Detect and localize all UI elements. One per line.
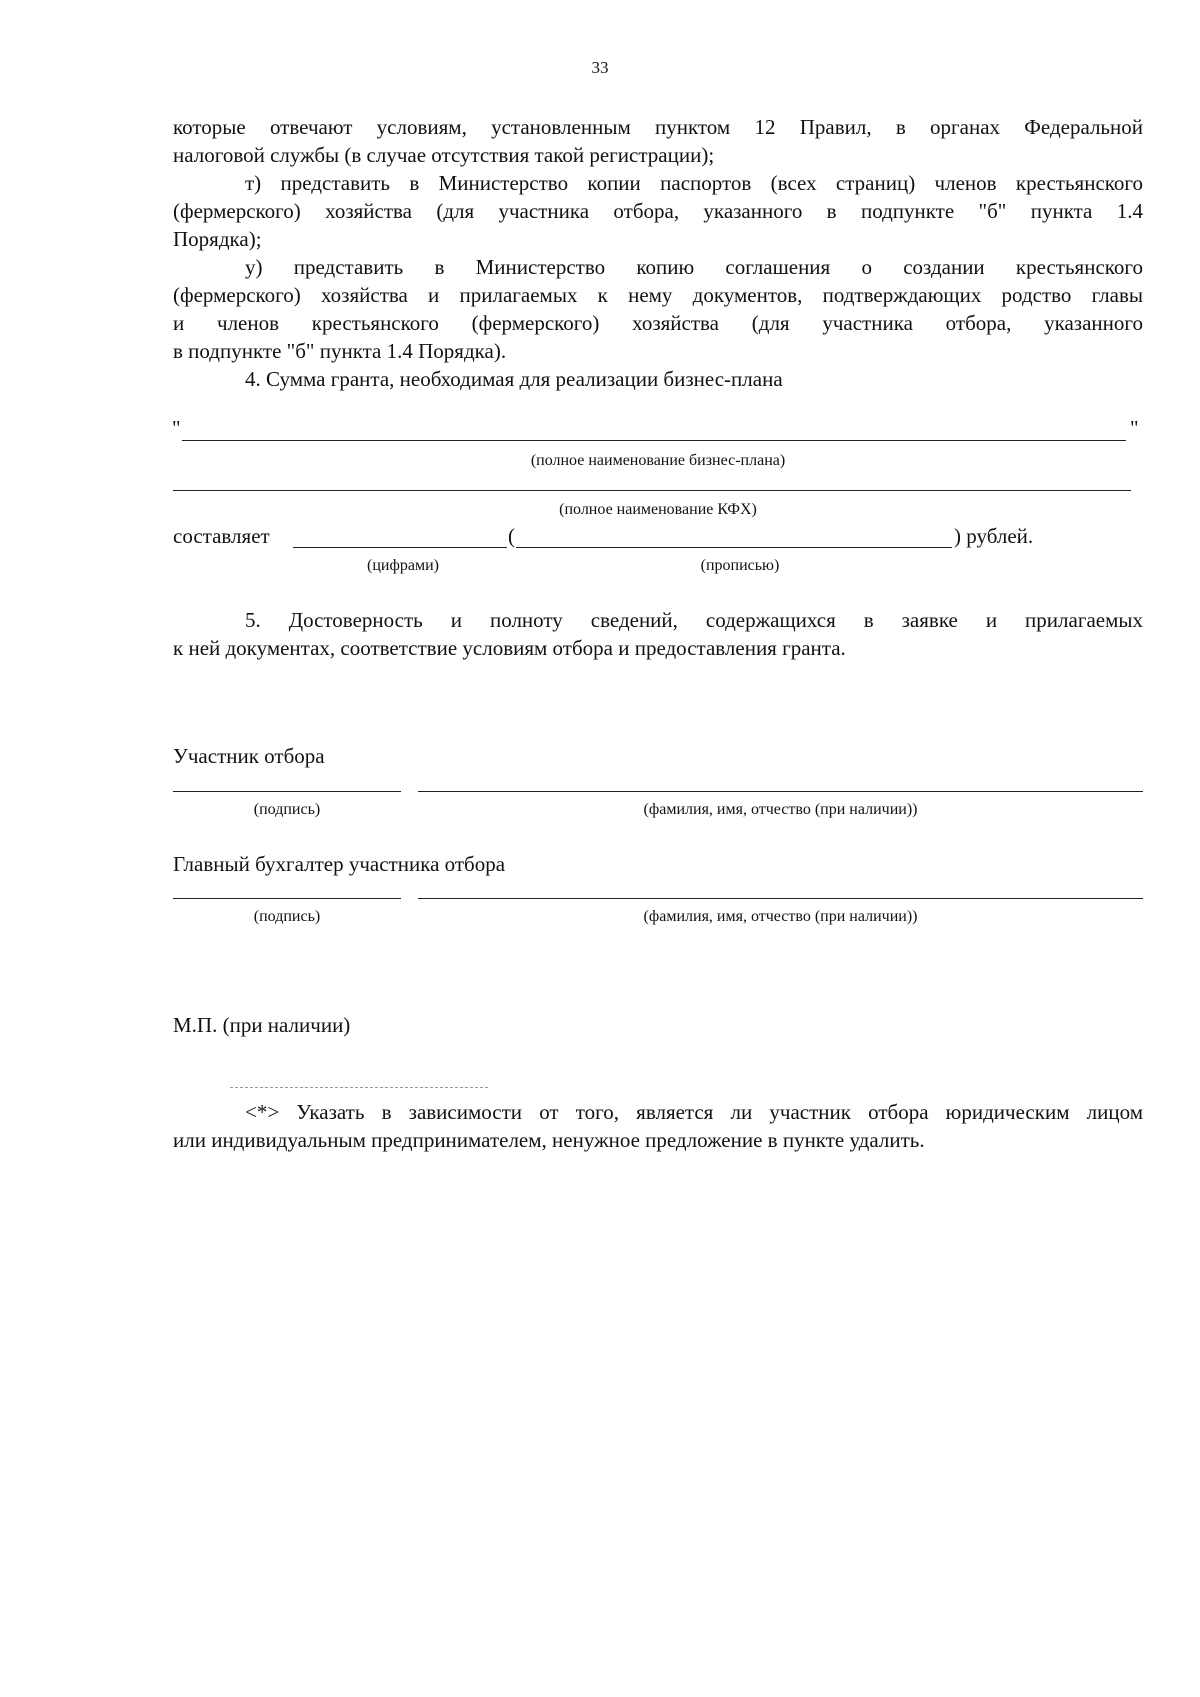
participant-name-caption: (фамилия, имя, отчество (при наличии)) [643, 801, 918, 818]
participant-name-field[interactable] [418, 791, 1143, 792]
accountant-signature-field[interactable] [173, 898, 401, 899]
text-line: 5. Достоверность и полноту сведений, содержащихся в заявке и прилагаемых [245, 608, 1143, 632]
words-caption: (прописью) [700, 557, 780, 574]
quote-close: " [1130, 416, 1139, 440]
kfh-caption: (полное наименование КФХ) [559, 501, 757, 518]
text-line: 4. Сумма гранта, необходимая для реализации бизнес-плана [245, 367, 783, 391]
text-line: к ней документах, соответствие условиям отбора и предоставления гранта. [173, 636, 846, 660]
participant-signature-field[interactable] [173, 791, 401, 792]
paragraph-grant-amount [173, 365, 1143, 393]
text-line: <*> Указать в зависимости от того, является ли участник отбора юридическим лицом [245, 1100, 1143, 1124]
text-line: или индивидуальным предпринимателем, ненужное предложение в пункте удалить. [173, 1128, 925, 1152]
accountant-label: Главный бухгалтер участника отбора [173, 852, 506, 876]
accountant-sign-caption: (подпись) [253, 908, 321, 925]
text-line: (фермерского) хозяйства и прилагаемых к нему документов, подтверждающих родство главы [173, 283, 1143, 307]
kfh-name-field[interactable] [173, 490, 1131, 491]
participant-label: Участник отбора [173, 744, 325, 768]
amount-open-paren: ( [508, 524, 515, 548]
amount-digits-field[interactable] [293, 547, 507, 548]
text-line: т) представить в Министерство копии паспортов (всех страниц) членов крестьянского [245, 171, 1143, 195]
business-plan-caption: (полное наименование бизнес-плана) [530, 452, 786, 469]
footnote [173, 1098, 1143, 1154]
text-line: налоговой службы (в случае отсутствия такой регистрации); [173, 143, 715, 167]
paragraph-passports [173, 169, 1143, 253]
participant-sign-caption: (подпись) [253, 801, 321, 818]
accountant-name-field[interactable] [418, 898, 1143, 899]
quote-open: " [172, 416, 181, 440]
amount-prefix: составляет [173, 524, 270, 548]
paragraph-reliability [173, 606, 1143, 662]
text-line: которые отвечают условиям, установленным пунктом 12 Правил, в органах Федеральной [173, 115, 1143, 139]
paragraph-tax-registration [173, 113, 1143, 169]
text-line: в подпункте "б" пункта 1.4 Порядка). [173, 339, 507, 363]
amount-suffix: ) рублей. [954, 524, 1034, 548]
paragraph-agreement [173, 253, 1143, 365]
footnote-separator [230, 1087, 488, 1088]
digits-caption: (цифрами) [367, 557, 439, 574]
business-plan-name-field[interactable] [182, 440, 1126, 441]
accountant-name-caption: (фамилия, имя, отчество (при наличии)) [643, 908, 918, 925]
text-line: у) представить в Министерство копию соглашения о создании крестьянского [245, 255, 1143, 279]
stamp-label: М.П. (при наличии) [173, 1013, 351, 1037]
text-line: (фермерского) хозяйства (для участника отбора, указанного в подпункте "б" пункта 1.4 [173, 199, 1143, 223]
text-line: и членов крестьянского (фермерского) хозяйства (для участника отбора, указанного [173, 311, 1143, 335]
amount-words-field[interactable] [516, 547, 952, 548]
text-line: Порядка); [173, 227, 262, 251]
page-number: 33 [591, 58, 609, 77]
